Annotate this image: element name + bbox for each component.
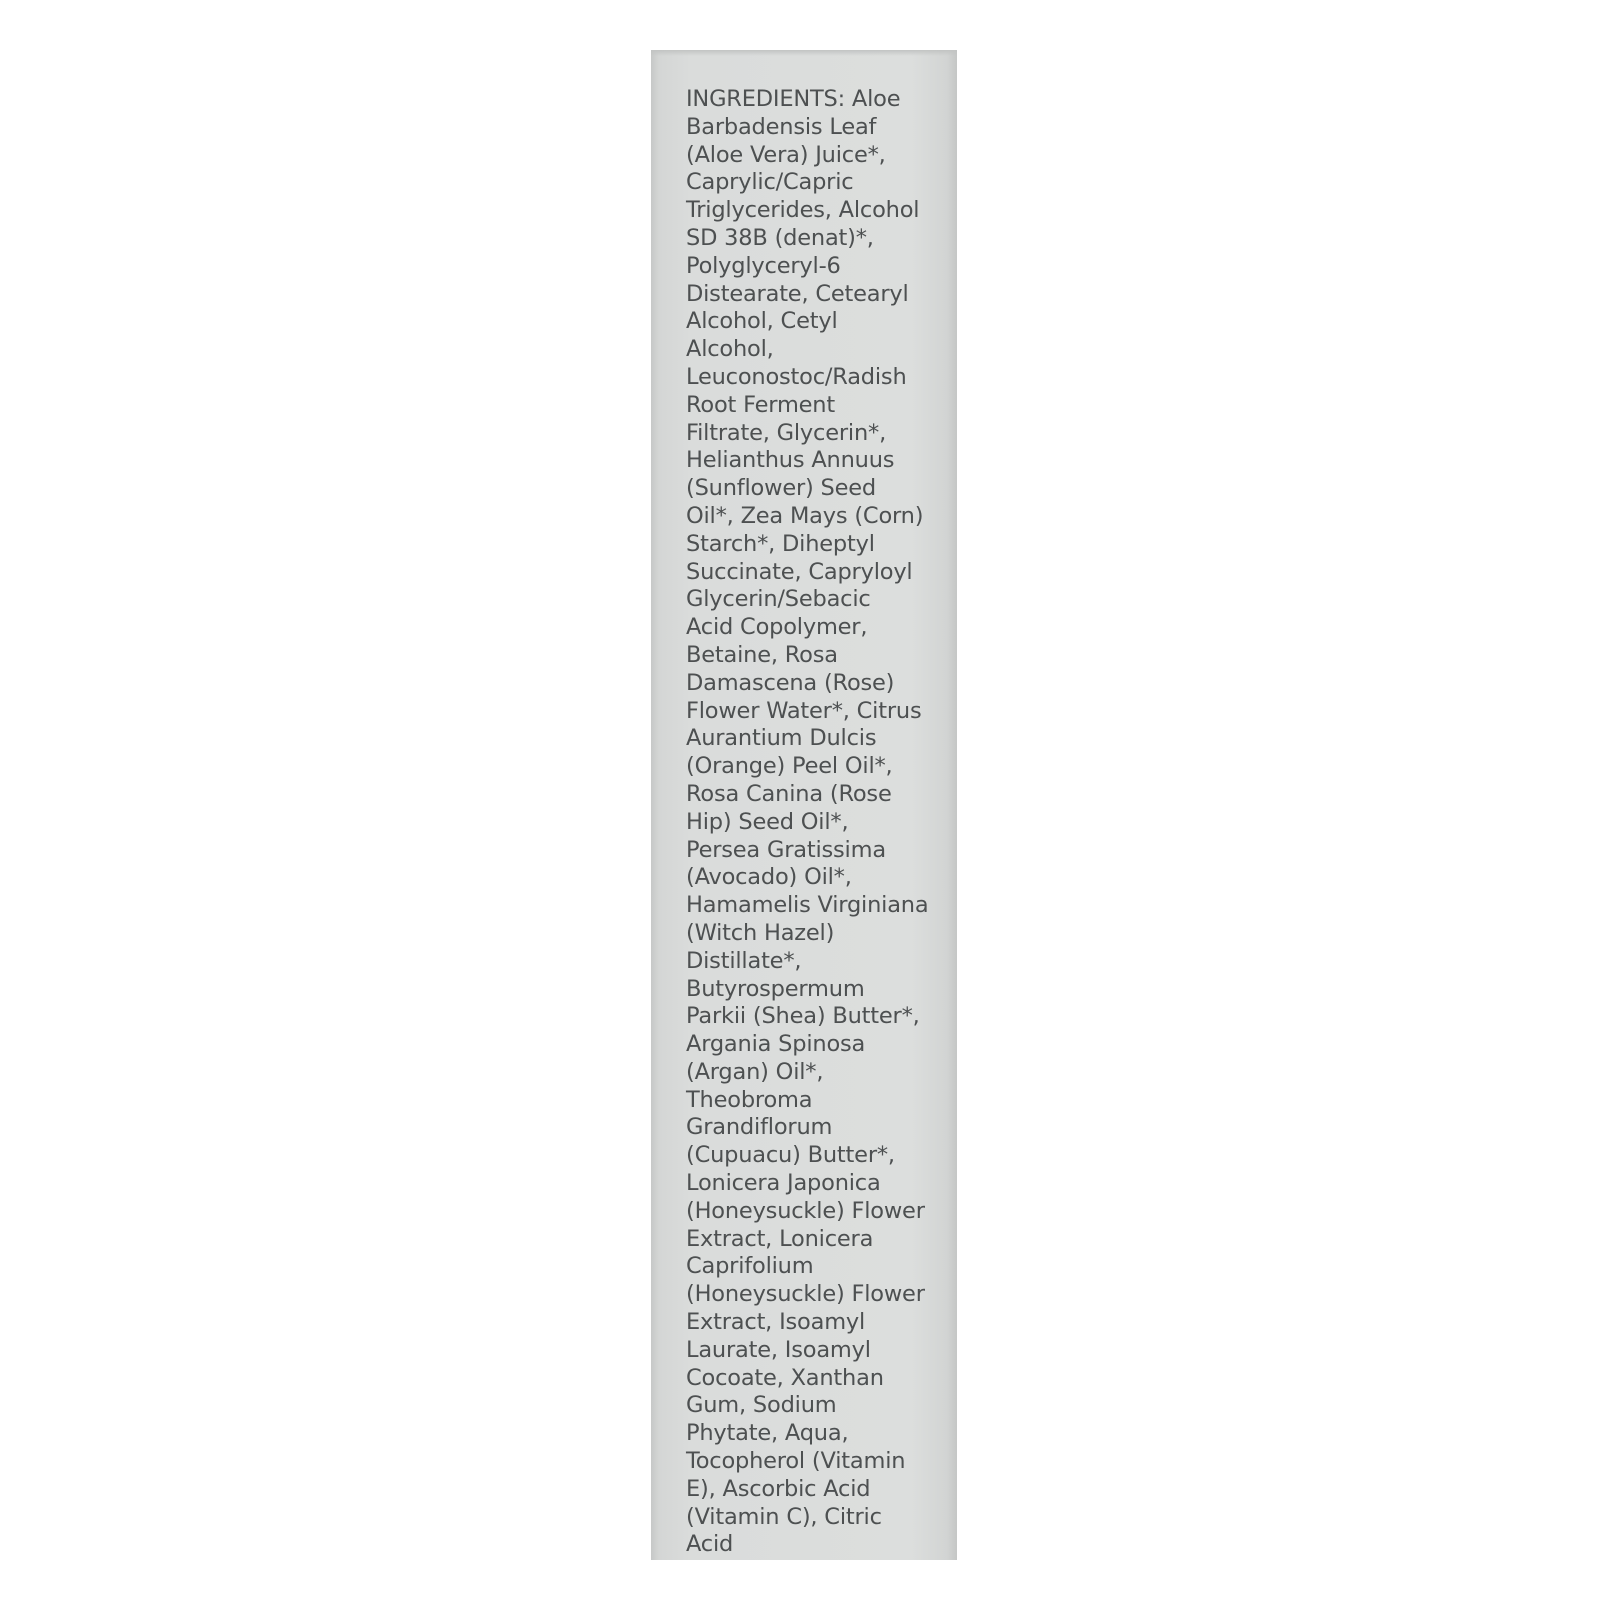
ingredients-line: (Sunflower) Seed (686, 475, 876, 502)
ingredients-line: E), Ascorbic Acid (686, 1475, 871, 1502)
ingredients-line: Butyrospermum (686, 975, 865, 1002)
ingredients-line: Hip) Seed Oil*, (686, 808, 849, 835)
ingredients-line: (Argan) Oil*, (686, 1058, 824, 1085)
ingredients-list (686, 86, 948, 1559)
ingredients-line: Glycerin/Sebacic (686, 586, 871, 613)
ingredients-line: Rosa Canina (Rose (686, 780, 892, 807)
ingredients-line: Extract, Lonicera (686, 1225, 874, 1252)
ingredients-line: Theobroma (686, 1086, 813, 1113)
ingredients-line: Oil*, Zea Mays (Corn) (686, 502, 924, 529)
ingredients-line: Triglycerides, Alcohol (686, 197, 920, 224)
ingredients-line: Flower Water*, Citrus (686, 697, 922, 724)
ingredients-line: Aurantium Dulcis (686, 725, 877, 752)
ingredients-line: Tocopherol (Vitamin (686, 1448, 906, 1475)
ingredients-line: Distillate*, (686, 947, 802, 974)
ingredients-line: Alcohol, Cetyl (686, 308, 838, 335)
ingredients-line: Distearate, Cetearyl (686, 280, 909, 307)
ingredients-line: Filtrate, Glycerin*, (686, 419, 887, 446)
ingredients-line: Acid Copolymer, (686, 614, 868, 641)
ingredients-line: (Aloe Vera) Juice*, (686, 141, 886, 168)
ingredients-line: (Orange) Peel Oil*, (686, 753, 893, 780)
ingredients-line: Persea Gratissima (686, 836, 886, 863)
ingredients-line: Betaine, Rosa (686, 641, 838, 668)
ingredients-line: (Honeysuckle) Flower (686, 1281, 925, 1308)
ingredients-line: Gum, Sodium (686, 1392, 837, 1419)
package-side-panel (651, 50, 957, 1560)
ingredients-line: SD 38B (denat)*, (686, 224, 874, 251)
ingredients-line: Cocoate, Xanthan (686, 1364, 884, 1391)
ingredients-line: Laurate, Isoamyl (686, 1336, 871, 1363)
ingredients-line: Leuconostoc/Radish (686, 363, 907, 390)
ingredients-line: Damascena (Rose) (686, 669, 895, 696)
ingredients-line: (Honeysuckle) Flower (686, 1197, 925, 1224)
ingredients-line: (Vitamin C), Citric (686, 1503, 882, 1530)
ingredients-line: Acid (686, 1531, 734, 1558)
ingredients-line: Barbadensis Leaf (686, 113, 877, 140)
ingredients-line: Starch*, Diheptyl (686, 530, 875, 557)
ingredients-line: Grandiflorum (686, 1114, 833, 1141)
ingredients-line: Helianthus Annuus (686, 447, 895, 474)
ingredients-line: Lonicera Japonica (686, 1170, 881, 1197)
ingredients-line: INGREDIENTS: Aloe (686, 86, 901, 112)
ingredients-line: Alcohol, (686, 336, 774, 363)
ingredients-line: Succinate, Capryloyl (686, 558, 913, 585)
ingredients-line: (Cupuacu) Butter*, (686, 1142, 895, 1169)
ingredients-line: Hamamelis Virginiana (686, 892, 929, 919)
ingredients-line: Parkii (Shea) Butter*, (686, 1003, 920, 1030)
ingredients-line: Caprylic/Capric (686, 169, 854, 196)
ingredients-line: Phytate, Aqua, (686, 1420, 849, 1447)
ingredients-line: Polyglyceryl-6 (686, 252, 841, 279)
ingredients-line: Extract, Isoamyl (686, 1309, 866, 1336)
ingredients-line: Root Ferment (686, 391, 835, 418)
ingredients-line: Caprifolium (686, 1253, 814, 1280)
ingredients-line: (Witch Hazel) (686, 919, 835, 946)
ingredients-line: (Avocado) Oil*, (686, 864, 852, 891)
ingredients-line: Argania Spinosa (686, 1031, 866, 1058)
